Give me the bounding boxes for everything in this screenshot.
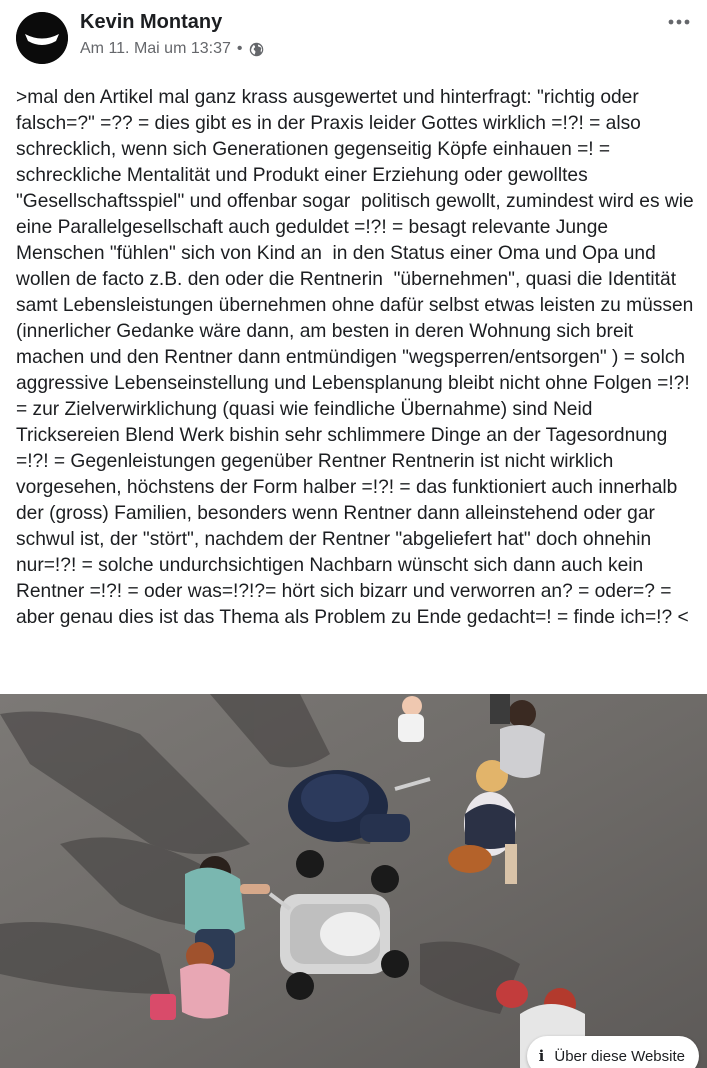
post-meta <box>80 40 264 58</box>
post-text: >mal den Artikel mal ganz krass ausgewertet und hinterfragt: "richtig oder falsch=?" =?? = dies gibt es in der Praxis leider Gottes wirklich =!?! = also schrecklich, wenn sich Generationen gegenseitig Köpfe einhauen =! = schreckliche Mentalität und Produkt einer Erziehung oder gewolltes "Gesellschaftsspiel" und offenbar sogar politisch gewollt, zumindest wird es wie eine Parallelgesellschaft auch geduldet =!?! = besagt relevante Junge Menschen "fühlen" sich von Kind an in den Status einer Oma und Opa und wollen de facto z.B. den oder die Rentnerin "übernehmen", quasi die Identität samt Lebensleistungen übernehmen ohne dafür selbst etwas leisten zu müssen (innerlicher Gedanke wäre dann, am besten in deren Wohnung sich breit machen und den Rentner dann entmündigen "wegsperren/entsorgen" ) = solch aggressive Lebenseinstellung und Lebensplanung bleibt nicht ohne Folgen =!?! = zur Zielverwirklichung (quasi wie feindliche Übernahme) sind Neid Trickserеien Blend Werk bishin sehr schlimmere Dinge an der Tagesordnung =!?! = Gegenleistungen gegenüber Rentner Rentnerin ist nicht wirklich vorgesehen, höchstens der Form halber =!?! = das funktioniert auch innerhalb der (gross) Familien, besonders wenn Rentner dann alleinstehend oder gar schwul ist, der "stört", nachdem der Rentner "abgeliefert hat" doch ohnehin nur=!?! = solche undurchsichtigen Nachbarn wünscht sich dann auch kein Rentner =!?! = oder was=!?!?= hört sich bizarr und verworren an? = oder=? = aber genau dies ist das Thema als Problem zu Ende gedacht=! = finde ich=!? < <box>16 87 700 628</box>
author-name[interactable]: Kevin Montany <box>80 11 223 33</box>
post-image[interactable] <box>0 694 707 1068</box>
more-options-icon[interactable] <box>665 8 693 36</box>
post-header <box>0 0 707 70</box>
family-street-photo <box>0 694 707 1068</box>
avatar[interactable] <box>16 12 68 64</box>
avatar-logo-icon <box>16 12 68 64</box>
about-website-button[interactable] <box>527 1036 699 1068</box>
info-icon: i <box>538 1047 545 1065</box>
post-timestamp[interactable]: Am 11. Mai um 13:37 <box>80 40 231 57</box>
about-website-label: Über diese Website <box>554 1047 685 1065</box>
globe-icon <box>249 42 264 57</box>
meta-separator: • <box>236 40 243 57</box>
